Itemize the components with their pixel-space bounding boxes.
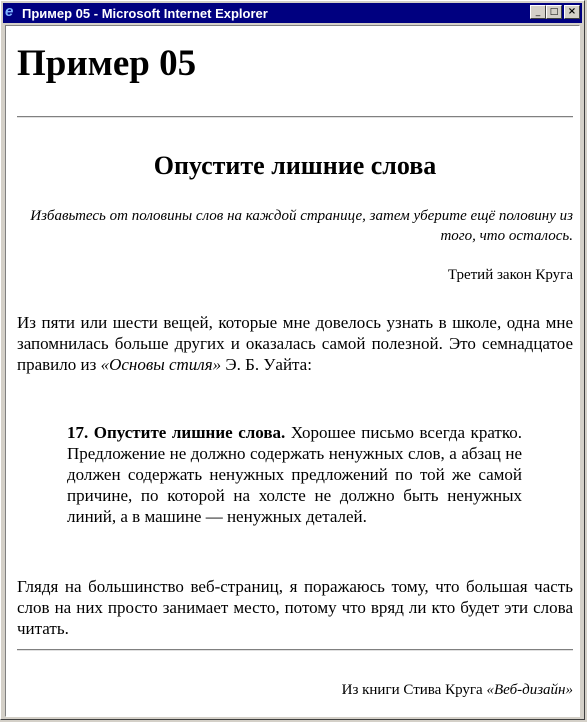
article-heading: Опустите лишние слова [153,151,437,180]
quote-text: Хорошее письмо всегда кратко. Предложение не должно содержать ненужных слов, а абзац не должен содержать ненужных предложений по той же самой причине, по которой на холсте не должно быть ненужных линий, а в машине — ненужных деталей. [67,423,522,526]
intro-text: Из пяти или шести вещей, которые мне довелось узнать в школе, одна мне запомнилась больше других и оказалась самой полезной. Это семнадцатое правило из [17,313,573,374]
intro-end: Э. Б. Уайта: [221,355,312,374]
epigraph: Избавьтесь от половины слов на каждой странице, затем уберите ещё половину из того, что осталось. [30,208,573,244]
minimize-button[interactable]: _ [530,5,546,19]
footer-book-title: «Веб-дизайн» [486,682,573,698]
close-button[interactable]: × [564,5,580,19]
footer-text: Из книги Стива Круга [341,682,487,698]
window-title: Пример 05 - Microsoft Internet Explorer [22,5,268,21]
epigraph-source: Третий закон Круга [447,267,573,283]
page-content[interactable] [5,25,580,717]
paragraph-intro [17,312,573,375]
paragraph-conclusion: Глядя на большинство веб-страниц, я поражаюсь тому, что большая часть слов на них просто занимает место, потому что вряд ли кто будет эти слова читать. [17,577,573,638]
window-controls [530,5,580,19]
page-title: Пример 05 [17,43,197,84]
footer-attribution [17,682,573,699]
internet-explorer-icon: e [5,3,14,20]
blockquote [67,422,522,527]
title-bar[interactable] [3,3,582,23]
book-title: «Основы стиля» [100,355,222,374]
maximize-button[interactable]: □ [546,5,562,19]
bottom-divider [17,649,573,651]
quote-rule: 17. Опустите лишние слова. [67,423,286,442]
top-divider [17,116,573,118]
